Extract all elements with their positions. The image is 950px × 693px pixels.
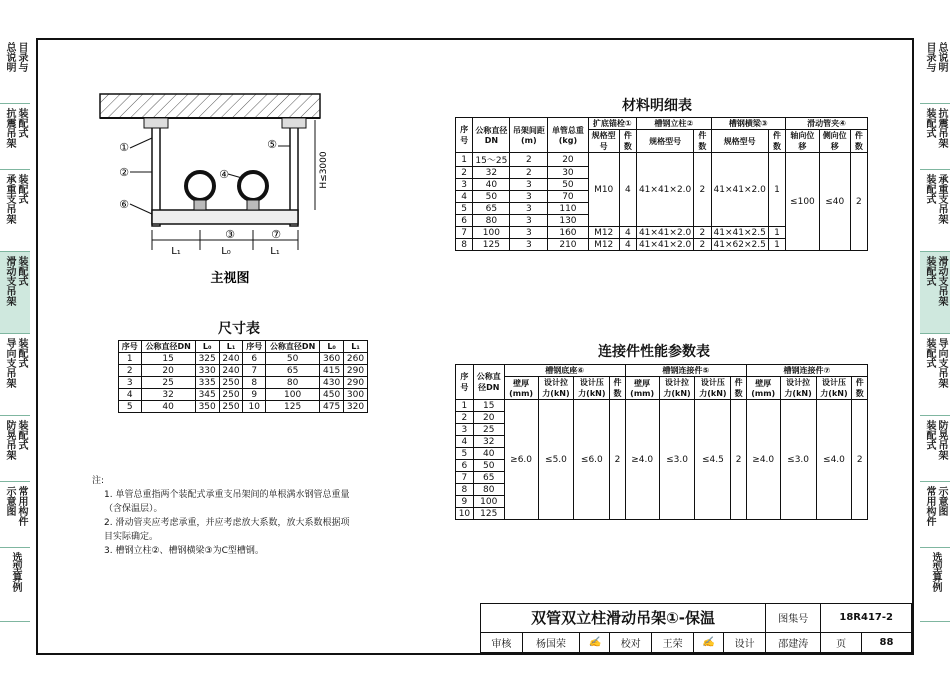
dim-table-header: 序号: [119, 341, 142, 353]
conn-row-index: 4: [456, 436, 474, 448]
mat-cell: 41×62×2.5: [711, 239, 768, 251]
dim-table-cell: 2: [119, 365, 142, 377]
dim-table-header: 公称直径DN: [141, 341, 195, 353]
conn-cell: ≥4.0: [625, 400, 659, 520]
dim-table-title: 尺寸表: [218, 321, 260, 337]
dim-table-cell: 330: [195, 365, 219, 377]
dim-table-cell: 7: [243, 365, 266, 377]
dim-table-cell: 250: [219, 377, 243, 389]
sidebar-tab-label: 装配式: [16, 338, 27, 368]
dim-table-cell: 4: [119, 389, 142, 401]
mat-subheader: 件数: [768, 130, 785, 153]
sidebar-tab-label: 承重支吊架: [936, 174, 947, 224]
mat-cell: 41×41×2.0: [636, 239, 693, 251]
table-row: [119, 365, 368, 377]
mat-cell: 6: [456, 215, 473, 227]
conn-cell: ≤4.5: [695, 400, 731, 520]
dim-table-cell: 320: [344, 401, 368, 413]
mat-cell: 3: [510, 191, 548, 203]
mat-cell: 3: [510, 215, 548, 227]
dim-table-header: 序号: [243, 341, 266, 353]
mat-cell: 5: [456, 203, 473, 215]
dim-table-cell: 250: [219, 401, 243, 413]
designer: 邵建涛: [766, 632, 821, 652]
sidebar-tab-label: 防晃吊架: [4, 420, 15, 460]
mat-cell: 2: [510, 153, 548, 167]
conn-dn: 80: [473, 484, 504, 496]
mat-cell: 100: [473, 227, 510, 239]
conn-cell: ≤3.0: [780, 400, 816, 520]
conn-dn: 50: [473, 460, 504, 472]
dim-l1-right: L₁: [270, 246, 280, 257]
conn-cell: 2: [731, 400, 746, 520]
mat-cell: 65: [473, 203, 510, 215]
label-5: ⑤: [267, 138, 277, 151]
sidebar-tab-label: 装配式: [16, 420, 27, 450]
mat-subheader: 侧向位移: [819, 130, 850, 153]
sidebar-tab[interactable]: [0, 416, 30, 482]
sidebar-tab-label: 滑动支吊架: [936, 256, 947, 306]
dim-table-cell: 125: [266, 401, 320, 413]
sidebar-tab-label: 承重支吊架: [4, 174, 15, 224]
mat-cell: 2: [850, 153, 867, 251]
mat-subheader: 件数: [850, 130, 867, 153]
mat-cell: 2: [694, 153, 711, 227]
cross-beam: [152, 210, 298, 224]
page-number: 88: [861, 632, 911, 652]
mat-cell: 41×41×2.5: [711, 227, 768, 239]
dim-table-cell: 450: [320, 389, 344, 401]
sidebar-tab[interactable]: [920, 252, 950, 334]
dim-table-cell: 100: [266, 389, 320, 401]
mat-header: 滑动管夹④: [786, 118, 868, 130]
mat-cell: 3: [510, 179, 548, 191]
conn-row-index: 2: [456, 412, 474, 424]
dim-table-cell: 25: [141, 377, 195, 389]
conn-row-index: 3: [456, 424, 474, 436]
dim-table-cell: 9: [243, 389, 266, 401]
pipe-right: [239, 172, 267, 200]
sidebar-tab-label: 目录与: [16, 42, 27, 72]
dim-table-cell: 240: [219, 365, 243, 377]
sidebar-tab-label: 装配式: [16, 108, 27, 138]
sidebar-tab-label: 滑动支吊架: [4, 256, 15, 306]
sidebar-tab[interactable]: [920, 170, 950, 252]
conn-subheader: 设计压力(kN): [574, 377, 610, 400]
conn-dn: 25: [473, 424, 504, 436]
sidebar-tab[interactable]: [920, 38, 950, 104]
checker: 王荣: [652, 632, 694, 652]
mat-cell: ≤40: [819, 153, 850, 251]
conn-subheader: 设计压力(kN): [695, 377, 731, 400]
mat-subheader: 轴向位移: [786, 130, 820, 153]
drawing-title: 双管双立柱滑动吊架①-保温: [481, 604, 766, 633]
mat-cell: 125: [473, 239, 510, 251]
sidebar-tab-label: 装配式: [16, 256, 27, 286]
conn-row-index: 6: [456, 460, 474, 472]
dim-l0: L₀: [221, 246, 231, 257]
conn-dn: 100: [473, 496, 504, 508]
conn-subheader: 设计拉力(kN): [780, 377, 816, 400]
label-6: ⑥: [119, 198, 129, 211]
dim-table-cell: 335: [195, 377, 219, 389]
mat-cell: 1: [768, 227, 785, 239]
dim-table-cell: 475: [320, 401, 344, 413]
mat-cell: 2: [694, 239, 711, 251]
conn-dn: 125: [473, 508, 504, 520]
mat-cell: 4: [619, 153, 636, 227]
sidebar-tab-label: 总说明: [4, 42, 15, 72]
conn-subheader: 件数: [852, 377, 868, 400]
table-row: [119, 353, 368, 365]
conn-row-index: 5: [456, 448, 474, 460]
mat-cell: M12: [588, 227, 619, 239]
mat-subheader: 规格型号: [711, 130, 768, 153]
conn-dn: 20: [473, 412, 504, 424]
mat-cell: 3: [456, 179, 473, 191]
dim-table-cell: 290: [344, 377, 368, 389]
atlas-label: 图集号: [766, 604, 821, 633]
dim-table-header: L₁: [344, 341, 368, 353]
dim-table-header: L₀: [195, 341, 219, 353]
dim-table-cell: 290: [344, 365, 368, 377]
sidebar-tab-label: 示意图: [4, 486, 15, 516]
conn-table: [455, 364, 868, 520]
notes: [92, 474, 392, 558]
sidebar-tab[interactable]: [920, 482, 950, 548]
conn-subheader: 壁厚(mm): [625, 377, 659, 400]
dim-table: [118, 340, 368, 413]
ceiling-slab: [100, 94, 320, 118]
conn-cell: 2: [610, 400, 625, 520]
table-row: [456, 153, 868, 167]
reviewer-signature: ✍: [580, 632, 610, 652]
mat-subheader: 规格型号: [636, 130, 693, 153]
dim-table-cell: 1: [119, 353, 142, 365]
design-label: 设计: [724, 632, 766, 652]
dim-table-header: 公称直径DN: [266, 341, 320, 353]
mat-cell: 3: [510, 203, 548, 215]
conn-cell: ≤6.0: [574, 400, 610, 520]
mat-cell: 4: [619, 239, 636, 251]
notes-head: 注:: [92, 476, 105, 486]
sidebar-tab[interactable]: [0, 334, 30, 416]
mat-cell: 110: [548, 203, 588, 215]
conn-subheader: 设计拉力(kN): [659, 377, 695, 400]
label-1: ①: [119, 141, 129, 154]
conn-row-index: 7: [456, 472, 474, 484]
sidebar-tab-label: 常用构件: [16, 486, 27, 526]
conn-header: 槽钢连接件⑦: [746, 365, 867, 377]
conn-subheader: 设计压力(kN): [816, 377, 852, 400]
conn-subheader: 设计拉力(kN): [538, 377, 574, 400]
mat-subheader: 件数: [619, 130, 636, 153]
dim-table-cell: 40: [141, 401, 195, 413]
note-line: 3. 槽钢立柱②、槽钢横梁③为C型槽钢。: [104, 546, 264, 556]
atlas-number: 18R417-2: [821, 604, 912, 633]
sidebar-tab-label: 导向支吊架: [4, 338, 15, 388]
label-3: ③: [225, 228, 235, 241]
sidebar-tab[interactable]: [920, 548, 950, 622]
mat-cell: 30: [548, 167, 588, 179]
dim-table-cell: 65: [266, 365, 320, 377]
conn-cell: ≤5.0: [538, 400, 574, 520]
dim-table-cell: 15: [141, 353, 195, 365]
review-label: 审核: [481, 632, 523, 652]
label-4: ④: [219, 168, 229, 181]
conn-row-index: 9: [456, 496, 474, 508]
mat-header: 吊架间距(m): [510, 118, 548, 153]
dim-table-cell: 10: [243, 401, 266, 413]
mat-cell: 15～25: [473, 153, 510, 167]
reviewer: 杨国荣: [522, 632, 579, 652]
mat-cell: ≤100: [786, 153, 820, 251]
conn-cell: ≤3.0: [659, 400, 695, 520]
mat-header: 序号: [456, 118, 473, 153]
conn-subheader: 壁厚(mm): [746, 377, 780, 400]
main-view-title: 主视图: [210, 271, 250, 286]
conn-header: 槽钢连接件⑤: [625, 365, 746, 377]
conn-dn: 15: [473, 400, 504, 412]
table-row: [119, 377, 368, 389]
label-2: ②: [119, 166, 129, 179]
conn-dn: 32: [473, 436, 504, 448]
mat-cell: 1: [768, 153, 785, 227]
mat-cell: 4: [619, 227, 636, 239]
mat-cell: 50: [548, 179, 588, 191]
sidebar-tab-label: 装配式: [16, 174, 27, 204]
checker-signature: ✍: [694, 632, 724, 652]
check-label: 校对: [610, 632, 652, 652]
dim-table-cell: 20: [141, 365, 195, 377]
title-block: [480, 603, 912, 653]
sidebar-tab[interactable]: [0, 482, 30, 548]
mat-table-title: 材料明细表: [622, 98, 692, 114]
mat-table: [455, 117, 868, 251]
note-line: 1. 单管总重指两个装配式承重支吊架间的单根满水钢管总重量: [104, 490, 350, 500]
mat-header: 公称直径DN: [473, 118, 510, 153]
table-row: [119, 389, 368, 401]
mat-header: 单管总重(kg): [548, 118, 588, 153]
dim-table-cell: 3: [119, 377, 142, 389]
sidebar-tab-label: 装配式: [924, 338, 935, 368]
sidebar-tab[interactable]: [0, 38, 30, 104]
table-row: [119, 401, 368, 413]
mat-cell: 7: [456, 227, 473, 239]
mat-cell: 70: [548, 191, 588, 203]
pipe-left: [186, 172, 214, 200]
conn-cell: 2: [852, 400, 868, 520]
conn-cell: ≥4.0: [746, 400, 780, 520]
mat-cell: 41×41×2.0: [636, 153, 693, 227]
mat-cell: 160: [548, 227, 588, 239]
conn-header: 序号: [456, 365, 474, 400]
note-line: （含保温层）。: [104, 504, 163, 514]
dim-table-header: L₀: [320, 341, 344, 353]
sidebar-tab-label: 选型算例: [10, 552, 21, 592]
mat-cell: 80: [473, 215, 510, 227]
dim-table-cell: 6: [243, 353, 266, 365]
mat-cell: 8: [456, 239, 473, 251]
page-label: 页: [821, 632, 862, 652]
dim-table-cell: 345: [195, 389, 219, 401]
conn-subheader: 件数: [731, 377, 746, 400]
sidebar-tab-label: 常用构件: [924, 486, 935, 526]
dim-table-cell: 50: [266, 353, 320, 365]
main-view-drawing: [90, 90, 330, 290]
conn-cell: ≥6.0: [504, 400, 538, 520]
conn-cell: ≤4.0: [816, 400, 852, 520]
dim-table-cell: 260: [344, 353, 368, 365]
sidebar-tab[interactable]: [0, 252, 30, 334]
sidebar-tab-label: 装配式: [924, 256, 935, 286]
sidebar-tab[interactable]: [0, 170, 30, 252]
conn-table-title: 连接件性能参数表: [598, 344, 710, 360]
conn-dn: 65: [473, 472, 504, 484]
conn-row-index: 10: [456, 508, 474, 520]
dim-table-cell: 5: [119, 401, 142, 413]
mat-subheader: 规格型号: [588, 130, 619, 153]
mat-cell: 2: [510, 167, 548, 179]
dim-table-cell: 32: [141, 389, 195, 401]
note-line: 2. 滑动管夹应考虑承重，并应考虑放大系数，放大系数根据项: [104, 518, 350, 528]
dim-table-cell: 430: [320, 377, 344, 389]
sidebar-tab[interactable]: [0, 104, 30, 170]
sidebar-tab-label: 装配式: [924, 174, 935, 204]
mat-cell: 3: [510, 239, 548, 251]
conn-row-index: 8: [456, 484, 474, 496]
mat-cell: M12: [588, 239, 619, 251]
dim-table-cell: 240: [219, 353, 243, 365]
right-sidebar: [920, 38, 950, 622]
sidebar-tab-label: 装配式: [924, 108, 935, 138]
label-7: ⑦: [271, 228, 281, 241]
mat-cell: 1: [456, 153, 473, 167]
sidebar-tab-label: 选型算例: [930, 552, 941, 592]
mat-header: 槽钢立柱②: [636, 118, 711, 130]
mat-cell: 50: [473, 191, 510, 203]
conn-subheader: 件数: [610, 377, 625, 400]
mat-cell: 41×41×2.0: [711, 153, 768, 227]
dim-table-cell: 415: [320, 365, 344, 377]
dim-table-header: L₁: [219, 341, 243, 353]
conn-header: 公称直径DN: [473, 365, 504, 400]
dim-table-cell: 325: [195, 353, 219, 365]
conn-dn: 40: [473, 448, 504, 460]
mat-cell: 210: [548, 239, 588, 251]
dim-height: H≤3000: [319, 151, 329, 189]
mat-cell: M10: [588, 153, 619, 227]
dim-table-cell: 8: [243, 377, 266, 389]
mat-cell: 40: [473, 179, 510, 191]
mat-cell: 41×41×2.0: [636, 227, 693, 239]
sidebar-tab-label: 抗震吊架: [4, 108, 15, 148]
mat-cell: 20: [548, 153, 588, 167]
mat-subheader: 件数: [694, 130, 711, 153]
dim-l1-left: L₁: [171, 246, 181, 257]
sidebar-tab[interactable]: [920, 104, 950, 170]
sidebar-tab[interactable]: [920, 334, 950, 416]
mat-cell: 130: [548, 215, 588, 227]
conn-subheader: 壁厚(mm): [504, 377, 538, 400]
dim-table-cell: 80: [266, 377, 320, 389]
dim-table-cell: 350: [195, 401, 219, 413]
mat-cell: 2: [456, 167, 473, 179]
left-sidebar: [0, 38, 30, 622]
dim-table-cell: 300: [344, 389, 368, 401]
mat-cell: 2: [694, 227, 711, 239]
mat-cell: 1: [768, 239, 785, 251]
sidebar-tab-label: 防晃吊架: [936, 420, 947, 460]
note-line: 目实际确定。: [104, 532, 159, 542]
mat-header: 槽钢横梁③: [711, 118, 786, 130]
sidebar-tab-label: 装配式: [924, 420, 935, 450]
sidebar-tab[interactable]: [920, 416, 950, 482]
sidebar-tab-label: 示意图: [936, 486, 947, 516]
mat-cell: 4: [456, 191, 473, 203]
mat-cell: 32: [473, 167, 510, 179]
sidebar-tab-label: 目录与: [924, 42, 935, 72]
dim-table-cell: 360: [320, 353, 344, 365]
sidebar-tab-label: 导向支吊架: [936, 338, 947, 388]
table-row: [456, 400, 868, 412]
conn-row-index: 1: [456, 400, 474, 412]
sidebar-tab[interactable]: [0, 548, 30, 622]
sidebar-tab-label: 抗震吊架: [936, 108, 947, 148]
conn-header: 槽钢底座⑥: [504, 365, 625, 377]
mat-header: 扩底锚栓①: [588, 118, 636, 130]
sidebar-tab-label: 总说明: [936, 42, 947, 72]
mat-cell: 3: [510, 227, 548, 239]
dim-table-cell: 250: [219, 389, 243, 401]
